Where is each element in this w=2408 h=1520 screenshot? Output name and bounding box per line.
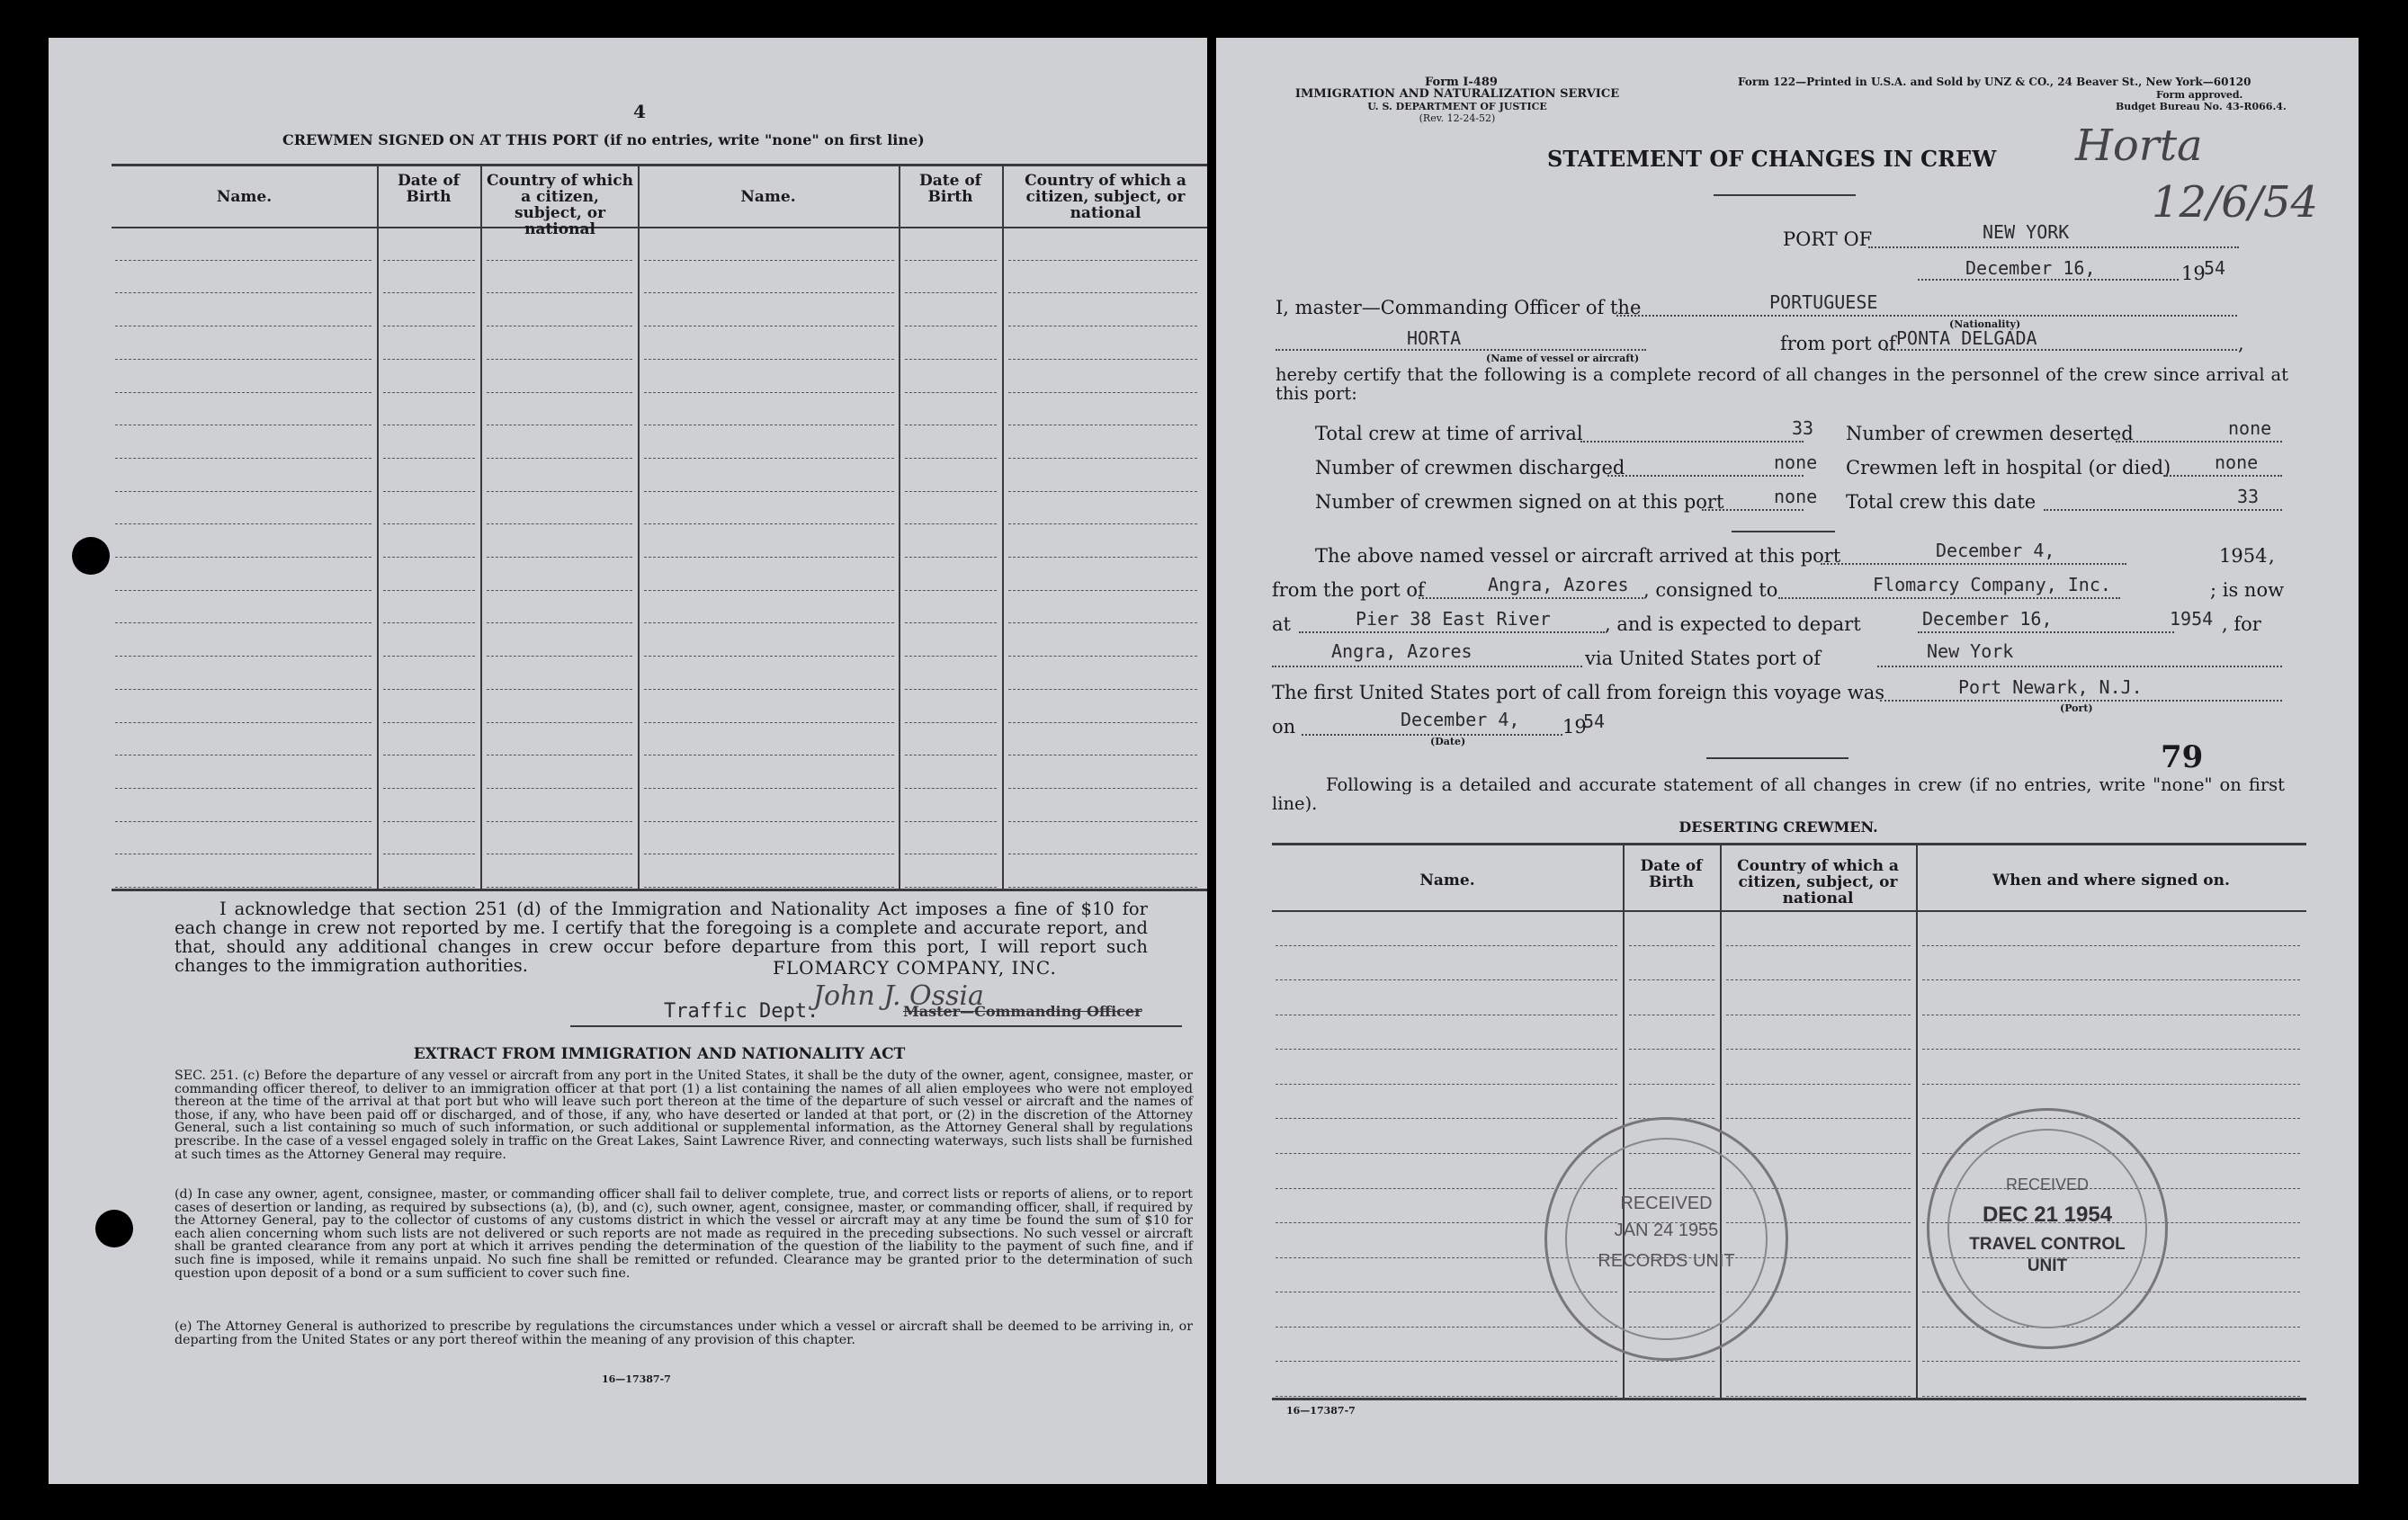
via-port: New York	[1927, 640, 2014, 662]
table-row-line	[383, 491, 475, 492]
desert-table-top	[1272, 843, 2306, 845]
table-row-line	[383, 292, 475, 293]
leader	[1918, 631, 2174, 633]
table-row-line	[487, 788, 632, 789]
leader	[1918, 279, 2179, 281]
col-header-name-2: Name.	[740, 188, 796, 206]
on-date: December 4,	[1401, 709, 1520, 730]
leader	[1821, 563, 2126, 565]
table-row-line	[905, 590, 997, 591]
col-divider	[480, 164, 482, 890]
table-row-line	[1008, 292, 1197, 293]
table-row-line	[1276, 1153, 1617, 1154]
table-row-line	[115, 359, 371, 360]
table-row-line	[905, 722, 997, 723]
table-row-line	[644, 722, 894, 723]
department-name: U. S. DEPARTMENT OF JUSTICE	[1367, 101, 1547, 112]
extract-section-c: SEC. 251. (c) Before the departure of any vessel or aircraft from any port in the United States, it shall be the duty of the owner, agent, consignee, master, or commanding officer thereof, to deliver to an immigration officer at that port (1) a list containing the names of all alien employees who were not employed thereon at the time of the arrival at that port but who will leave such port thereon at the time of the departure of such vessel or aircraft and the names of those, if any, who have been paid off or discharged, and of those, if any, who have deserted or landed at that port, or (2) in the discretion of the Attorney General, such a list containing so much of such information, or such additional or supplemental information, as the Attorney General shall by regulations prescribe. In the case of a vessel engaged solely in traffic on the Great Lakes, Saint Lawrence River, and connecting waterways, such lists shall be furnished at such times as the Attorney General may require.	[175, 1068, 1193, 1162]
total-date-label: Total crew this date	[1846, 491, 2037, 513]
table-row-line	[1008, 491, 1197, 492]
table-row-line	[1276, 1327, 1617, 1328]
table-row-line	[905, 392, 997, 393]
table-row-line	[115, 722, 371, 723]
table-row-line	[1726, 1084, 1911, 1085]
page-number: 4	[633, 101, 646, 122]
table-row-line	[487, 458, 632, 459]
table-row-line	[487, 359, 632, 360]
col-divider	[1002, 164, 1004, 890]
table-row-line	[115, 656, 371, 657]
first-port-value: Port Newark, N.J.	[1958, 676, 2143, 698]
from-port-of-label: from the port of	[1272, 579, 1425, 601]
destination: Angra, Azores	[1331, 640, 1473, 662]
leader	[1272, 666, 1582, 667]
table-row-line	[487, 887, 632, 888]
total-date-value: 33	[2237, 486, 2260, 507]
table-row-line	[644, 656, 894, 657]
leader	[1607, 475, 1804, 477]
table-row-line	[383, 458, 475, 459]
arrived-year: 1954	[2219, 545, 2268, 567]
table-row-line	[383, 590, 475, 591]
stamp-number: 79	[2161, 739, 2204, 775]
col-header-country: Country of which a citizen, subject, or national	[487, 172, 633, 238]
table-row-line	[1008, 689, 1197, 690]
year-suffix: 54	[2204, 257, 2226, 279]
form-number: Form I-489	[1425, 76, 1498, 89]
table-row-line	[905, 821, 997, 822]
printer-note: Form 122—Printed in U.S.A. and Sold by UNZ & CO., 24 Beaver St., New York—60120	[1738, 76, 2251, 88]
table-row-line	[1276, 979, 1617, 980]
hospital-value: none	[2215, 452, 2259, 473]
on-year-prefix: 19	[1562, 716, 1587, 738]
for-label: , for	[2222, 613, 2261, 635]
leader	[1884, 349, 2237, 351]
desert-col-name: Name.	[1419, 872, 1475, 890]
table-top-rule	[112, 164, 1207, 166]
table-row-line	[383, 722, 475, 723]
table-row-line	[115, 821, 371, 822]
desert-table-header-rule	[1272, 910, 2306, 912]
title-rule	[1714, 194, 1856, 196]
table-row-line	[1726, 1361, 1911, 1362]
arrived-date: December 4,	[1936, 540, 2055, 561]
table-row-line	[1726, 1118, 1911, 1119]
table-row-line	[487, 292, 632, 293]
discharged-label: Number of crewmen discharged	[1315, 457, 1625, 478]
table-row-line	[905, 491, 997, 492]
table-row-line	[487, 523, 632, 524]
table-row-line	[1276, 1396, 1617, 1397]
date-caption: (Date)	[1430, 736, 1466, 747]
desert-col-dob: Date of Birth	[1640, 857, 1703, 891]
col-divider	[377, 164, 379, 890]
deserted-label: Number of crewmen deserted	[1846, 423, 2134, 444]
table-row-line	[1922, 1396, 2300, 1397]
signature-line	[570, 1025, 1182, 1027]
table-row-line	[487, 821, 632, 822]
left-page	[49, 38, 1207, 1484]
signer-title: Traffic Dept.	[664, 1000, 819, 1023]
following-text: Following is a detailed and accurate statement of all changes in crew (if no entries, write "none" on first line).	[1272, 774, 2285, 814]
signed-on-value: none	[1774, 486, 1818, 507]
deserting-title: DESERTING CREWMEN.	[1678, 818, 1878, 836]
first-port-label: The first United States port of call from foreign this voyage was	[1272, 682, 1885, 703]
right-page: Form I-489 IMMIGRATION AND NATURALIZATION SERVICE U. S. DEPARTMENT OF JUSTICE (Rev. 12-24-52) Form 122—Printed in U.S.A. and Sold by UNZ & CO., 24 Beaver St., New York—60120 Form approved. Budget Bureau No. 43-R066.4. STATEMENT OF CHANGES IN CREW Horta 12/6/54 PORT OF NEW YORK December 16, 19 54 I, master—Commanding Officer of the PORTUGUESE (Nationality) HORTA (Name of vessel or aircraft) from port of PONTA DELGADA , hereby certify that the following is a complete record of all changes in the personnel of the crew since arrival at this port: Total crew at time of arrival 33 Number of crewmen deserted none Number of crewmen discharged none Crewmen left in hospital (or died) none Number of crewmen signed on at this port none Total crew this date 33 The above named vessel or aircraft arrived at this port December 4, 1954 , from the port of Angra, Azores , consigned to Flomarcy Company, Inc. ; is now at Pier 38 East River , and is expected to depart December 16, 1954 , for Angra, Azores via United States port of New York The first United States port of call from foreign this voyage was Port Newark, N.J. (Port) on December 4, 19 54 (Date) 79 Following is a detailed and accurate statement of all changes in crew (if no entries, write "none" on first line). DESERTING CREWMEN. Name. Date of Birth Country of which a citizen, subject, or national When and where signed on. RECEIVED JAN 24 1955 RECORDS UNIT RECEIVED DEC 21 1954 TRAVEL CONTROL UNIT 16—17387-7	[1216, 38, 2359, 1484]
acknowledgment-text: I acknowledge that section 251 (d) of the Immigration and Nationality Act imposes a fine of $10 for each change in crew not reported by me. I certify that the foregoing is a complete and accurate report, and that, should any additional changes in crew occur before departure from this port, I will report such changes to the immigration authorities.	[175, 899, 1148, 976]
deserted-value: none	[2228, 417, 2272, 439]
total-arrival-value: 33	[1792, 417, 1814, 439]
table-row-line	[487, 557, 632, 558]
leader	[2116, 441, 2282, 443]
table-row-line	[1922, 979, 2300, 980]
discharged-value: none	[1774, 452, 1818, 473]
table-row-line	[1726, 1327, 1911, 1328]
leader	[1702, 509, 1804, 511]
table-row-line	[1629, 1361, 1714, 1362]
table-row-line	[644, 590, 894, 591]
table-row-line	[644, 292, 894, 293]
table-row-line	[383, 689, 475, 690]
table-row-line	[1922, 1084, 2300, 1085]
form-title: STATEMENT OF CHANGES IN CREW	[1547, 146, 1997, 172]
via-label: via United States port of	[1585, 648, 1822, 669]
table-row-line	[1008, 260, 1197, 261]
punch-hole	[72, 537, 110, 575]
on-year-suffix: 54	[1583, 711, 1606, 732]
table-row-line	[115, 292, 371, 293]
port-value: NEW YORK	[1983, 221, 2070, 243]
table-row-line	[383, 821, 475, 822]
table-row-line	[905, 458, 997, 459]
expected-label: , and is expected to depart	[1605, 613, 1861, 635]
col-divider	[1916, 843, 1918, 1400]
leader	[1616, 315, 2237, 317]
table-row-line	[115, 458, 371, 459]
struck-title: Master—Commanding Officer	[903, 1003, 1142, 1020]
table-row-line	[1276, 1049, 1617, 1050]
table-row-line	[1276, 1084, 1617, 1085]
form-revision: (Rev. 12-24-52)	[1419, 112, 1496, 124]
form-approved: Form approved.	[2156, 89, 2243, 101]
table-row-line	[1629, 1396, 1714, 1397]
table-row-line	[1726, 945, 1911, 946]
left-footer-code: 16—17387-7	[602, 1373, 671, 1385]
budget-bureau: Budget Bureau No. 43-R066.4.	[2116, 101, 2287, 112]
table-row-line	[115, 788, 371, 789]
table-row-line	[487, 622, 632, 623]
table-row-line	[115, 622, 371, 623]
table-row-line	[115, 523, 371, 524]
table-row-line	[905, 689, 997, 690]
table-row-line	[487, 689, 632, 690]
nationality-value: PORTUGUESE	[1769, 291, 1878, 313]
table-row-line	[115, 392, 371, 393]
arrived-label: The above named vessel or aircraft arrived at this port	[1315, 545, 1841, 567]
table-row-line	[1008, 523, 1197, 524]
table-row-line	[644, 788, 894, 789]
col-header-country-2: Country of which a citizen, subject, or national	[1025, 172, 1186, 222]
table-row-line	[115, 755, 371, 756]
table-row-line	[644, 458, 894, 459]
table-row-line	[1008, 557, 1197, 558]
table-row-line	[1276, 1361, 1617, 1362]
leader	[1580, 441, 1804, 443]
at-label: at	[1272, 613, 1291, 635]
col-divider	[638, 164, 640, 890]
table-row-line	[1629, 1084, 1714, 1085]
punch-hole	[95, 1210, 133, 1247]
right-footer-code: 16—17387-7	[1286, 1405, 1356, 1417]
table-row-line	[115, 689, 371, 690]
agency-name: IMMIGRATION AND NATURALIZATION SERVICE	[1294, 87, 1620, 101]
table-row-line	[487, 656, 632, 657]
total-arrival-label: Total crew at time of arrival	[1315, 423, 1583, 444]
desert-table-bottom	[1272, 1398, 2306, 1400]
leader	[1299, 631, 1605, 633]
table-row-line	[487, 260, 632, 261]
vessel-caption: (Name of vessel or aircraft)	[1486, 353, 1640, 364]
table-row-line	[905, 887, 997, 888]
table-row-line	[1008, 458, 1197, 459]
table-row-line	[487, 755, 632, 756]
table-row-line	[644, 821, 894, 822]
on-label: on	[1272, 716, 1296, 738]
leader	[1419, 597, 1643, 599]
table-row-line	[644, 392, 894, 393]
travel-control-stamp: RECEIVED DEC 21 1954 TRAVEL CONTROL UNIT	[1927, 1108, 2168, 1349]
table-row-line	[905, 557, 997, 558]
vessel-name: HORTA	[1407, 327, 1462, 349]
table-row-line	[1008, 590, 1197, 591]
table-row-line	[487, 392, 632, 393]
from-port-value: PONTA DELGADA	[1896, 327, 2037, 349]
consigned-value: Flomarcy Company, Inc.	[1873, 574, 2111, 595]
table-row-line	[1922, 945, 2300, 946]
table-row-line	[487, 722, 632, 723]
table-row-line	[644, 260, 894, 261]
table-row-line	[1008, 887, 1197, 888]
table-row-line	[1008, 821, 1197, 822]
table-row-line	[905, 656, 997, 657]
desert-col-country: Country of which a citizen, subject, or national	[1737, 857, 1899, 908]
table-row-line	[905, 755, 997, 756]
table-row-line	[383, 392, 475, 393]
table-row-line	[1922, 1118, 2300, 1119]
table-row-line	[383, 656, 475, 657]
section-title: CREWMEN SIGNED ON AT THIS PORT (if no entries, write "none" on first line)	[282, 131, 925, 148]
table-row-line	[487, 590, 632, 591]
port-caption: (Port)	[2060, 702, 2093, 714]
table-row-line	[1008, 622, 1197, 623]
table-row-line	[1276, 1118, 1617, 1119]
table-row-line	[115, 557, 371, 558]
table-row-line	[644, 491, 894, 492]
depart-date: December 16,	[1922, 608, 2053, 630]
year-prefix: 19	[2181, 263, 2206, 284]
signed-on-label: Number of crewmen signed on at this port	[1315, 491, 1724, 513]
desert-col-signed-on: When and where signed on.	[1992, 872, 2230, 890]
table-row-line	[905, 359, 997, 360]
table-row-line	[1922, 1049, 2300, 1050]
signature: John J. Ossia	[813, 980, 984, 1012]
leader	[1880, 700, 2282, 702]
table-row-line	[383, 622, 475, 623]
table-row-line	[905, 523, 997, 524]
table-row-line	[383, 887, 475, 888]
table-bottom-rule	[112, 889, 1207, 891]
extract-section-e: (e) The Attorney General is authorized to prescribe by regulations the circumstances under which a vessel or aircraft shall be deemed to be arriving in, or departing from the United States or any port thereof within the meaning of any provision of this chapter.	[175, 1319, 1193, 1347]
extract-title: EXTRACT FROM IMMIGRATION AND NATIONALITY ACT	[413, 1045, 906, 1063]
leader	[1778, 597, 2120, 599]
table-row-line	[1008, 722, 1197, 723]
leader	[2163, 475, 2282, 477]
hospital-label: Crewmen left in hospital (or died)	[1846, 457, 2171, 478]
table-row-line	[383, 557, 475, 558]
table-row-line	[383, 788, 475, 789]
nationality-caption: (Nationality)	[1949, 318, 2021, 330]
table-row-line	[487, 491, 632, 492]
handwritten-vessel: Horta	[2075, 121, 2203, 171]
table-row-line	[115, 887, 371, 888]
table-row-line	[1008, 755, 1197, 756]
table-row-line	[905, 260, 997, 261]
col-header-dob: Date of Birth	[398, 172, 460, 206]
leader	[1877, 666, 2282, 667]
table-row-line	[644, 689, 894, 690]
table-row-line	[1008, 656, 1197, 657]
table-row-line	[1726, 1396, 1911, 1397]
table-row-line	[905, 622, 997, 623]
at-location: Pier 38 East River	[1356, 608, 1551, 630]
table-row-line	[1629, 945, 1714, 946]
table-row-line	[1629, 1049, 1714, 1050]
from-port-label: from port of	[1780, 333, 1896, 354]
records-unit-stamp: RECEIVED JAN 24 1955 RECORDS UNIT	[1544, 1117, 1788, 1361]
table-row-line	[644, 557, 894, 558]
table-row-line	[1008, 392, 1197, 393]
table-row-line	[1008, 788, 1197, 789]
handwritten-date: 12/6/54	[2152, 177, 2319, 228]
table-row-line	[1922, 1361, 2300, 1362]
table-row-line	[905, 292, 997, 293]
table-row-line	[905, 788, 997, 789]
table-row-line	[383, 260, 475, 261]
table-row-line	[1629, 979, 1714, 980]
table-row-line	[644, 887, 894, 888]
leader	[1868, 246, 2239, 248]
table-row-line	[644, 359, 894, 360]
col-header-name: Name.	[216, 188, 273, 206]
table-row-line	[644, 523, 894, 524]
master-label: I, master—Commanding Officer of the	[1276, 297, 1642, 318]
depart-year: 1954	[2170, 608, 2214, 630]
table-row-line	[383, 755, 475, 756]
table-row-line	[644, 755, 894, 756]
port-label: PORT OF	[1783, 228, 1873, 250]
table-row-line	[1726, 979, 1911, 980]
extract-section-d: (d) In case any owner, agent, consignee, master, or commanding officer shall fail to deliver complete, true, and correct lists or reports of aliens, or to report cases of desertion or landing, as required by subsections (a), (b), and (c), such owner, agent, consignee, master, or commanding officer, shall, if required by the Attorney General, pay to the collector of customs of any customs district in which the vessel or aircraft may at any time be found the sum of $10 for each alien concerning whom such lists are not delivered or such reports are not made as required in the preceding subsections. No such vessel or aircraft shall be granted clearance from any port at which it arrives pending the determination of the question of the liability to the payment of such fine, and if such fine is imposed, while it remains unpaid. No such fine shall be remitted or refunded. Clearance may be granted prior to the determination of such question upon deposit of a bond or a sum sufficient to cover such fine.	[175, 1187, 1193, 1281]
company-name: FLOMARCY COMPANY, INC.	[773, 957, 1057, 979]
table-row-line	[644, 622, 894, 623]
table-header-rule	[112, 227, 1207, 228]
col-header-dob-2: Date of Birth	[919, 172, 981, 206]
col-divider	[899, 164, 900, 890]
table-row-line	[1276, 945, 1617, 946]
table-row-line	[1008, 359, 1197, 360]
table-row-line	[383, 359, 475, 360]
consigned-label: , consigned to	[1643, 579, 1778, 601]
table-row-line	[115, 260, 371, 261]
table-row-line	[1726, 1049, 1911, 1050]
certify-text: hereby certify that the following is a complete record of all changes in the personnel of the crew since arrival at this port:	[1276, 364, 2288, 404]
statement-date: December 16,	[1965, 257, 2096, 279]
is-now-label: ; is now	[2210, 579, 2285, 601]
leader	[2044, 509, 2282, 511]
table-row-line	[383, 523, 475, 524]
table-row-line	[115, 491, 371, 492]
leader	[1276, 349, 1646, 351]
from-port-of-value: Angra, Azores	[1488, 574, 1629, 595]
stats-rule	[1732, 531, 1835, 532]
arrival-rule	[1706, 757, 1849, 759]
table-row-line	[115, 590, 371, 591]
